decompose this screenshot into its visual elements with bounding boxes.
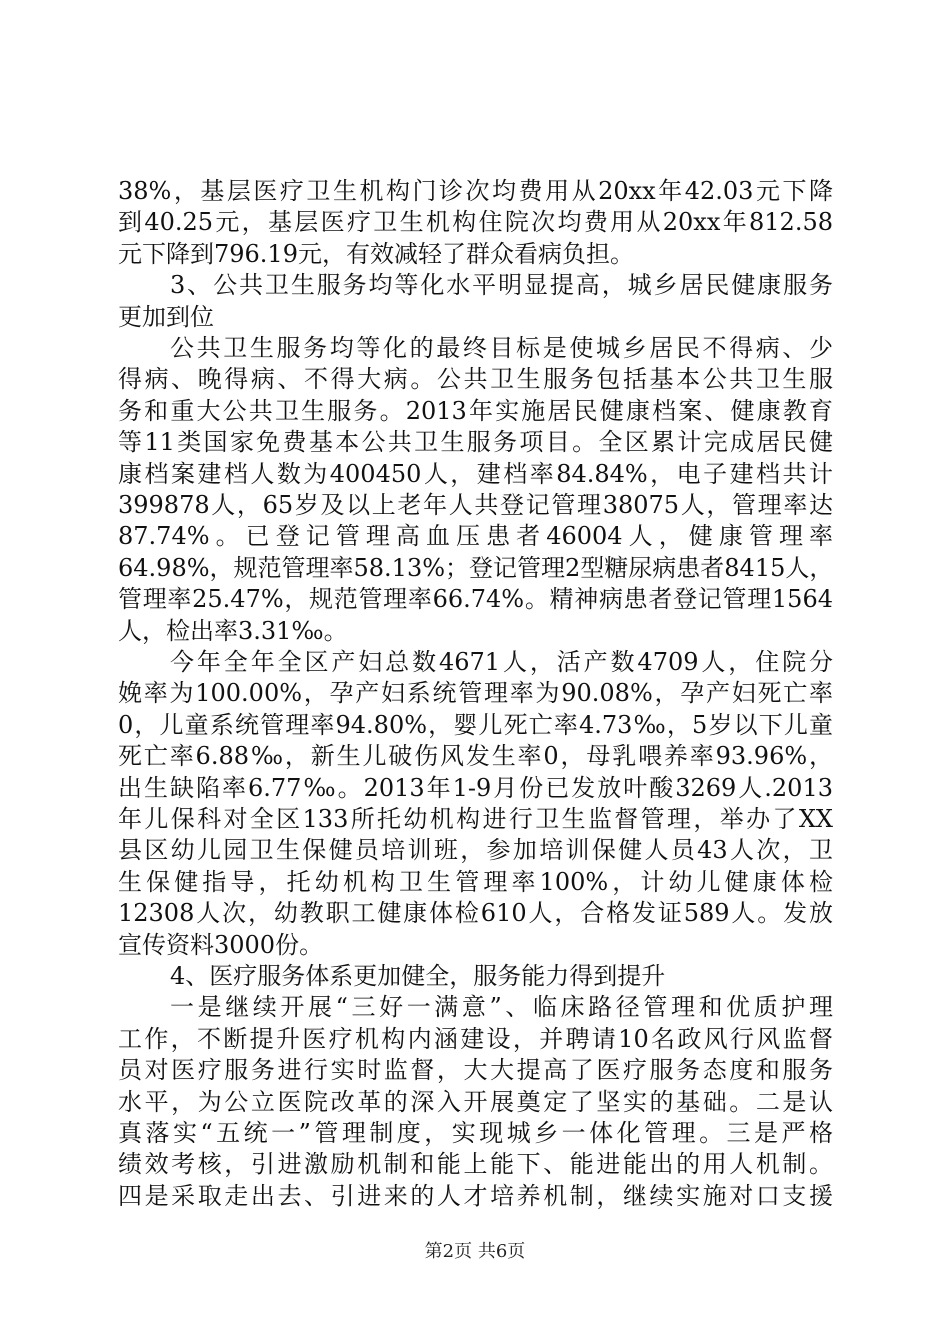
text-line: 元下降到796.19元，有效减轻了群众看病负担。: [118, 240, 634, 268]
text-line: 等11类国家免费基本公共卫生服务项目。全区累计完成居民健: [118, 428, 833, 456]
text-line: 员对医疗服务进行实时监督，大大提高了医疗服务态度和服务: [118, 1056, 833, 1084]
text-line: 12308人次，幼教职工健康体检610人，合格发证589人。发放: [118, 899, 833, 927]
paragraph-first-line: 今年全年全区产妇总数4671人，活产数4709人，住院分: [170, 648, 833, 676]
text-line: 县区幼儿园卫生保健员培训班，参加培训保健人员43人次，卫: [118, 836, 833, 864]
text-line: 工作，不断提升医疗机构内涵建设，并聘请10名政风行风监督: [118, 1025, 833, 1053]
page-footer: 第2页 共6页: [424, 1241, 526, 1262]
text-line: 生保健指导，托幼机构卫生管理率100%，计幼儿健康体检: [118, 868, 833, 896]
section-heading-line: 4、医疗服务体系更加健全，服务能力得到提升: [170, 962, 666, 990]
text-line: 到40.25元，基层医疗卫生机构住院次均费用从20xx年812.58: [118, 208, 833, 236]
text-line: 娩率为100.00%，孕产妇系统管理率为90.08%，孕产妇死亡率: [118, 679, 833, 707]
paragraph-first-line: 一是继续开展“三好一满意”、临床路径管理和优质护理: [170, 993, 833, 1021]
text-line: 务和重大公共卫生服务。2013年实施居民健康档案、健康教育: [118, 397, 833, 425]
text-line: 真落实“五统一”管理制度，实现城乡一体化管理。三是严格: [118, 1119, 833, 1147]
text-line: 人，检出率3.31‰。: [118, 617, 348, 645]
text-line: 宣传资料3000份。: [118, 931, 324, 959]
section-heading-line: 3、公共卫生服务均等化水平明显提高，城乡居民健康服务: [170, 271, 833, 299]
text-line: 四是采取走出去、引进来的人才培养机制，继续实施对口支援: [118, 1182, 833, 1210]
text-line: 管理率25.47%，规范管理率66.74%。精神病患者登记管理1564: [118, 585, 833, 613]
text-line: 出生缺陷率6.77‰。2013年1-9月份已发放叶酸3269人.2013: [118, 774, 833, 802]
text-line: 得病、晚得病、不得大病。公共卫生服务包括基本公共卫生服: [118, 365, 833, 393]
text-line: 死亡率6.88‰，新生儿破伤风发生率0，母乳喂养率93.96%，: [118, 742, 833, 770]
text-line: 年儿保科对全区133所托幼机构进行卫生监督管理，举办了XX: [118, 805, 833, 833]
text-line: 水平，为公立医院改革的深入开展奠定了坚实的基础。二是认: [118, 1088, 833, 1116]
text-line: 康档案建档人数为400450人，建档率84.84%，电子建档共计: [118, 460, 833, 488]
text-line: 399878人，65岁及以上老年人共登记管理38075人，管理率达: [118, 491, 833, 519]
text-line: 绩效考核，引进激励机制和能上能下、能进能出的用人机制。: [118, 1150, 833, 1178]
text-line: 64.98%，规范管理率58.13%；登记管理2型糖尿病患者8415人，: [118, 554, 834, 582]
text-line: 87.74%。已登记管理高血压患者46004人，健康管理率: [118, 522, 833, 550]
text-line: 38%，基层医疗卫生机构门诊次均费用从20xx年42.03元下降: [118, 177, 833, 205]
text-line: 0，儿童系统管理率94.80%，婴儿死亡率4.73‰，5岁以下儿童: [118, 711, 833, 739]
paragraph-first-line: 公共卫生服务均等化的最终目标是使城乡居民不得病、少: [170, 334, 833, 362]
section-heading-line: 更加到位: [118, 303, 214, 331]
